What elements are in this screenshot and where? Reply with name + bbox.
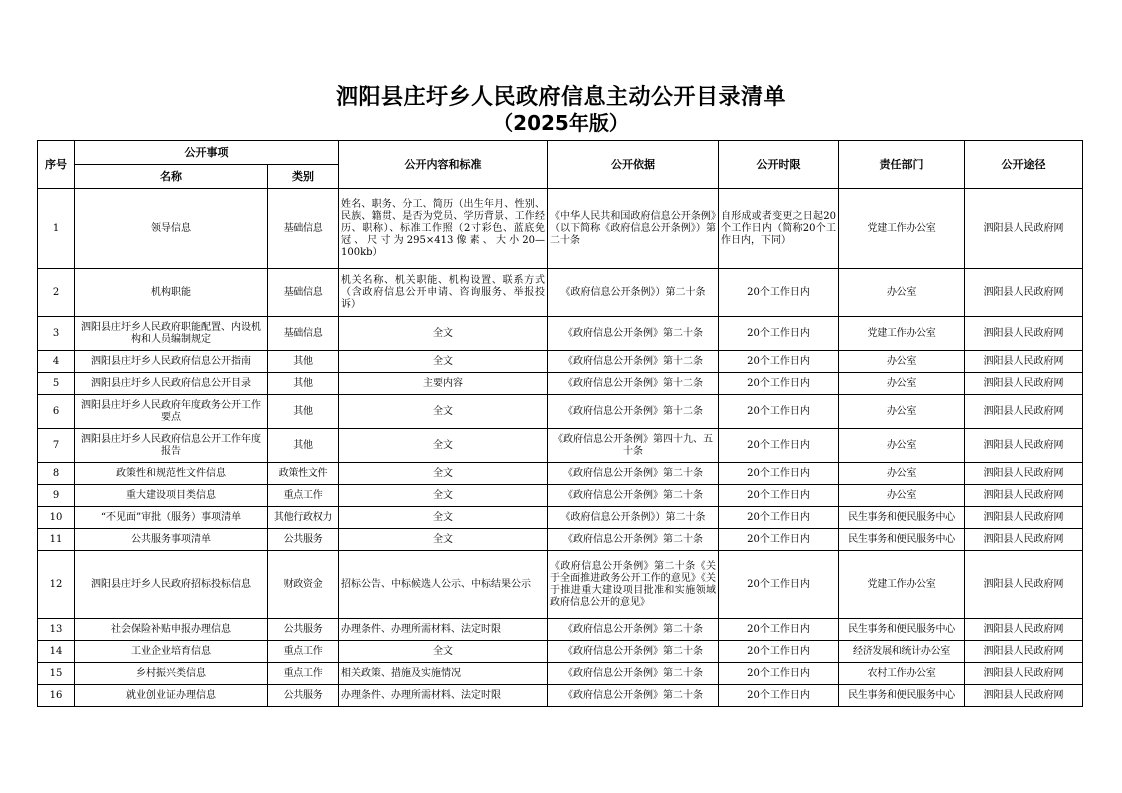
header-department: 责任部门 — [839, 141, 965, 189]
table-row — [38, 619, 1083, 641]
cell-category: 基础信息 — [268, 189, 339, 269]
cell-basis: 《政府信息公开条例》第二十条 — [548, 529, 719, 551]
cell-name: 重大建设项目类信息 — [75, 485, 268, 507]
cell-channel: 泗阳县人民政府网 — [965, 619, 1083, 641]
table-row — [38, 529, 1083, 551]
cell-department: 党建工作办公室 — [839, 317, 965, 351]
cell-time-limit: 20个工作日内 — [719, 551, 839, 619]
cell-seq: 11 — [38, 529, 75, 551]
cell-channel: 泗阳县人民政府网 — [965, 551, 1083, 619]
cell-seq: 5 — [38, 373, 75, 395]
cell-seq: 16 — [38, 685, 75, 707]
header-matter: 公开事项 — [75, 141, 339, 165]
cell-name: 就业创业证办理信息 — [75, 685, 268, 707]
cell-name: 泗阳县庄圩乡人民政府职能配置、内设机构和人员编制规定 — [75, 317, 268, 351]
cell-name: 泗阳县庄圩乡人民政府年度政务公开工作要点 — [75, 395, 268, 429]
cell-seq: 14 — [38, 641, 75, 663]
cell-channel: 泗阳县人民政府网 — [965, 429, 1083, 463]
cell-channel: 泗阳县人民政府网 — [965, 463, 1083, 485]
cell-department: 办公室 — [839, 485, 965, 507]
cell-seq: 3 — [38, 317, 75, 351]
cell-department: 办公室 — [839, 351, 965, 373]
cell-seq: 7 — [38, 429, 75, 463]
cell-name: “不见面”审批（服务）事项清单 — [75, 507, 268, 529]
cell-basis: 《政府信息公开条例》第十二条 — [548, 373, 719, 395]
cell-basis: 《政府信息公开条例》第二十条 — [548, 619, 719, 641]
cell-channel: 泗阳县人民政府网 — [965, 641, 1083, 663]
cell-name: 社会保险补贴申报办理信息 — [75, 619, 268, 641]
cell-time-limit: 20个工作日内 — [719, 373, 839, 395]
table-row — [38, 507, 1083, 529]
cell-time-limit: 20个工作日内 — [719, 485, 839, 507]
table-row — [38, 485, 1083, 507]
cell-content: 相关政策、措施及实施情况 — [339, 663, 548, 685]
table-row — [38, 189, 1083, 269]
header-seq: 序号 — [38, 141, 75, 189]
cell-category: 重点工作 — [268, 485, 339, 507]
header-content: 公开内容和标准 — [339, 141, 548, 189]
cell-category: 其他 — [268, 395, 339, 429]
cell-basis: 《政府信息公开条例》第二十条 — [548, 317, 719, 351]
cell-seq: 1 — [38, 189, 75, 269]
cell-category: 重点工作 — [268, 641, 339, 663]
cell-time-limit: 20个工作日内 — [719, 529, 839, 551]
cell-department: 民生事务和便民服务中心 — [839, 685, 965, 707]
table-row — [38, 269, 1083, 317]
cell-name: 政策性和规范性文件信息 — [75, 463, 268, 485]
cell-channel: 泗阳县人民政府网 — [965, 395, 1083, 429]
cell-channel: 泗阳县人民政府网 — [965, 507, 1083, 529]
cell-seq: 2 — [38, 269, 75, 317]
table-row — [38, 429, 1083, 463]
cell-content: 办理条件、办理所需材料、法定时限 — [339, 619, 548, 641]
cell-name: 机构职能 — [75, 269, 268, 317]
cell-name: 公共服务事项清单 — [75, 529, 268, 551]
cell-time-limit: 20个工作日内 — [719, 317, 839, 351]
cell-channel: 泗阳县人民政府网 — [965, 351, 1083, 373]
document-title: 泗阳县庄圩乡人民政府信息主动公开目录清单 — [335, 85, 786, 110]
cell-category: 其他 — [268, 351, 339, 373]
cell-seq: 4 — [38, 351, 75, 373]
cell-category: 政策性文件 — [268, 463, 339, 485]
cell-department: 办公室 — [839, 463, 965, 485]
cell-channel: 泗阳县人民政府网 — [965, 485, 1083, 507]
cell-category: 其他 — [268, 373, 339, 395]
cell-name: 泗阳县庄圩乡人民政府信息公开工作年度报告 — [75, 429, 268, 463]
cell-seq: 6 — [38, 395, 75, 429]
cell-department: 民生事务和便民服务中心 — [839, 529, 965, 551]
cell-content: 办理条件、办理所需材料、法定时限 — [339, 685, 548, 707]
cell-content: 主要内容 — [339, 373, 548, 395]
cell-time-limit: 20个工作日内 — [719, 685, 839, 707]
cell-department: 办公室 — [839, 373, 965, 395]
cell-name: 领导信息 — [75, 189, 268, 269]
cell-basis: 《政府信息公开条例》第二十条 — [548, 485, 719, 507]
cell-seq: 9 — [38, 485, 75, 507]
cell-category: 重点工作 — [268, 663, 339, 685]
cell-content: 全文 — [339, 317, 548, 351]
cell-basis: 《政府信息公开条例》）第二十条 — [548, 507, 719, 529]
cell-content: 全文 — [339, 529, 548, 551]
table-row — [38, 395, 1083, 429]
cell-content: 全文 — [339, 429, 548, 463]
cell-seq: 12 — [38, 551, 75, 619]
cell-channel: 泗阳县人民政府网 — [965, 663, 1083, 685]
cell-time-limit: 20个工作日内 — [719, 619, 839, 641]
cell-channel: 泗阳县人民政府网 — [965, 189, 1083, 269]
cell-category: 公共服务 — [268, 685, 339, 707]
cell-basis: 《政府信息公开条例》第二十条《关于全面推进政务公开工作的意见》《关于推进重大建设项目批准和实施领域政府信息公开的意见》 — [548, 551, 719, 619]
cell-category: 基础信息 — [268, 317, 339, 351]
cell-name: 泗阳县庄圩乡人民政府招标投标信息 — [75, 551, 268, 619]
cell-time-limit: 20个工作日内 — [719, 663, 839, 685]
header-name: 名称 — [75, 165, 268, 189]
cell-content: 全文 — [339, 351, 548, 373]
cell-content: 全文 — [339, 395, 548, 429]
cell-department: 办公室 — [839, 269, 965, 317]
cell-time-limit: 20个工作日内 — [719, 463, 839, 485]
cell-time-limit: 20个工作日内 — [719, 641, 839, 663]
cell-time-limit: 自形成或者变更之日起20个工作日内（简称20个工作日内，下同） — [719, 189, 839, 269]
header-time-limit: 公开时限 — [719, 141, 839, 189]
table-row — [38, 685, 1083, 707]
cell-content: 全文 — [339, 485, 548, 507]
cell-department: 经济发展和统计办公室 — [839, 641, 965, 663]
cell-category: 其他 — [268, 429, 339, 463]
cell-department: 党建工作办公室 — [839, 551, 965, 619]
cell-category: 公共服务 — [268, 529, 339, 551]
cell-category: 公共服务 — [268, 619, 339, 641]
cell-channel: 泗阳县人民政府网 — [965, 685, 1083, 707]
cell-basis: 《政府信息公开条例》第二十条 — [548, 685, 719, 707]
cell-channel: 泗阳县人民政府网 — [965, 317, 1083, 351]
cell-content: 招标公告、中标候选人公示、中标结果公示 — [339, 551, 548, 619]
cell-department: 办公室 — [839, 429, 965, 463]
table-row — [38, 551, 1083, 619]
header-basis: 公开依据 — [548, 141, 719, 189]
cell-name: 泗阳县庄圩乡人民政府信息公开目录 — [75, 373, 268, 395]
cell-channel: 泗阳县人民政府网 — [965, 529, 1083, 551]
cell-seq: 13 — [38, 619, 75, 641]
cell-content: 姓名、职务、分工、简历（出生年月、性别、民族、籍贯、是否为党员、学历背景、工作经历、职称）、标准工作照（2寸彩色、蓝底免冠、尺寸为295×413像素、大小20—100kb） — [339, 189, 548, 269]
table-row — [38, 317, 1083, 351]
document-subtitle: （2025年版） — [493, 111, 629, 135]
header-category: 类别 — [268, 165, 339, 189]
cell-name: 工业企业培育信息 — [75, 641, 268, 663]
cell-content: 全文 — [339, 507, 548, 529]
cell-content: 机关名称、机关职能、机构设置、联系方式（含政府信息公开申请、咨询服务、举报投诉） — [339, 269, 548, 317]
cell-basis: 《政府信息公开条例》）第二十条 — [548, 269, 719, 317]
cell-category: 其他行政权力 — [268, 507, 339, 529]
cell-seq: 8 — [38, 463, 75, 485]
cell-department: 办公室 — [839, 395, 965, 429]
table-row — [38, 373, 1083, 395]
disclosure-catalog-table — [37, 140, 1083, 707]
cell-department: 党建工作办公室 — [839, 189, 965, 269]
table-row — [38, 351, 1083, 373]
cell-basis: 《政府信息公开条例》第二十条 — [548, 641, 719, 663]
cell-content: 全文 — [339, 641, 548, 663]
cell-department: 民生事务和便民服务中心 — [839, 619, 965, 641]
header-channel: 公开途径 — [965, 141, 1083, 189]
table-row — [38, 463, 1083, 485]
cell-basis: 《政府信息公开条例》第十二条 — [548, 395, 719, 429]
cell-seq: 15 — [38, 663, 75, 685]
cell-time-limit: 20个工作日内 — [719, 507, 839, 529]
cell-basis: 《政府信息公开条例》第四十九、五十条 — [548, 429, 719, 463]
cell-time-limit: 20个工作日内 — [719, 351, 839, 373]
cell-content: 全文 — [339, 463, 548, 485]
cell-department: 民生事务和便民服务中心 — [839, 507, 965, 529]
cell-basis: 《中华人民共和国政府信息公开条例》（以下简称《政府信息公开条例》）第二十条 — [548, 189, 719, 269]
table-row — [38, 641, 1083, 663]
cell-category: 基础信息 — [268, 269, 339, 317]
cell-basis: 《政府信息公开条例》第十二条 — [548, 351, 719, 373]
cell-seq: 10 — [38, 507, 75, 529]
cell-channel: 泗阳县人民政府网 — [965, 373, 1083, 395]
cell-name: 乡村振兴类信息 — [75, 663, 268, 685]
cell-name: 泗阳县庄圩乡人民政府信息公开指南 — [75, 351, 268, 373]
cell-time-limit: 20个工作日内 — [719, 395, 839, 429]
cell-basis: 《政府信息公开条例》第二十条 — [548, 663, 719, 685]
cell-department: 农村工作办公室 — [839, 663, 965, 685]
cell-category: 财政资金 — [268, 551, 339, 619]
cell-channel: 泗阳县人民政府网 — [965, 269, 1083, 317]
cell-basis: 《政府信息公开条例》第二十条 — [548, 463, 719, 485]
table-row — [38, 663, 1083, 685]
cell-time-limit: 20个工作日内 — [719, 269, 839, 317]
cell-time-limit: 20个工作日内 — [719, 429, 839, 463]
